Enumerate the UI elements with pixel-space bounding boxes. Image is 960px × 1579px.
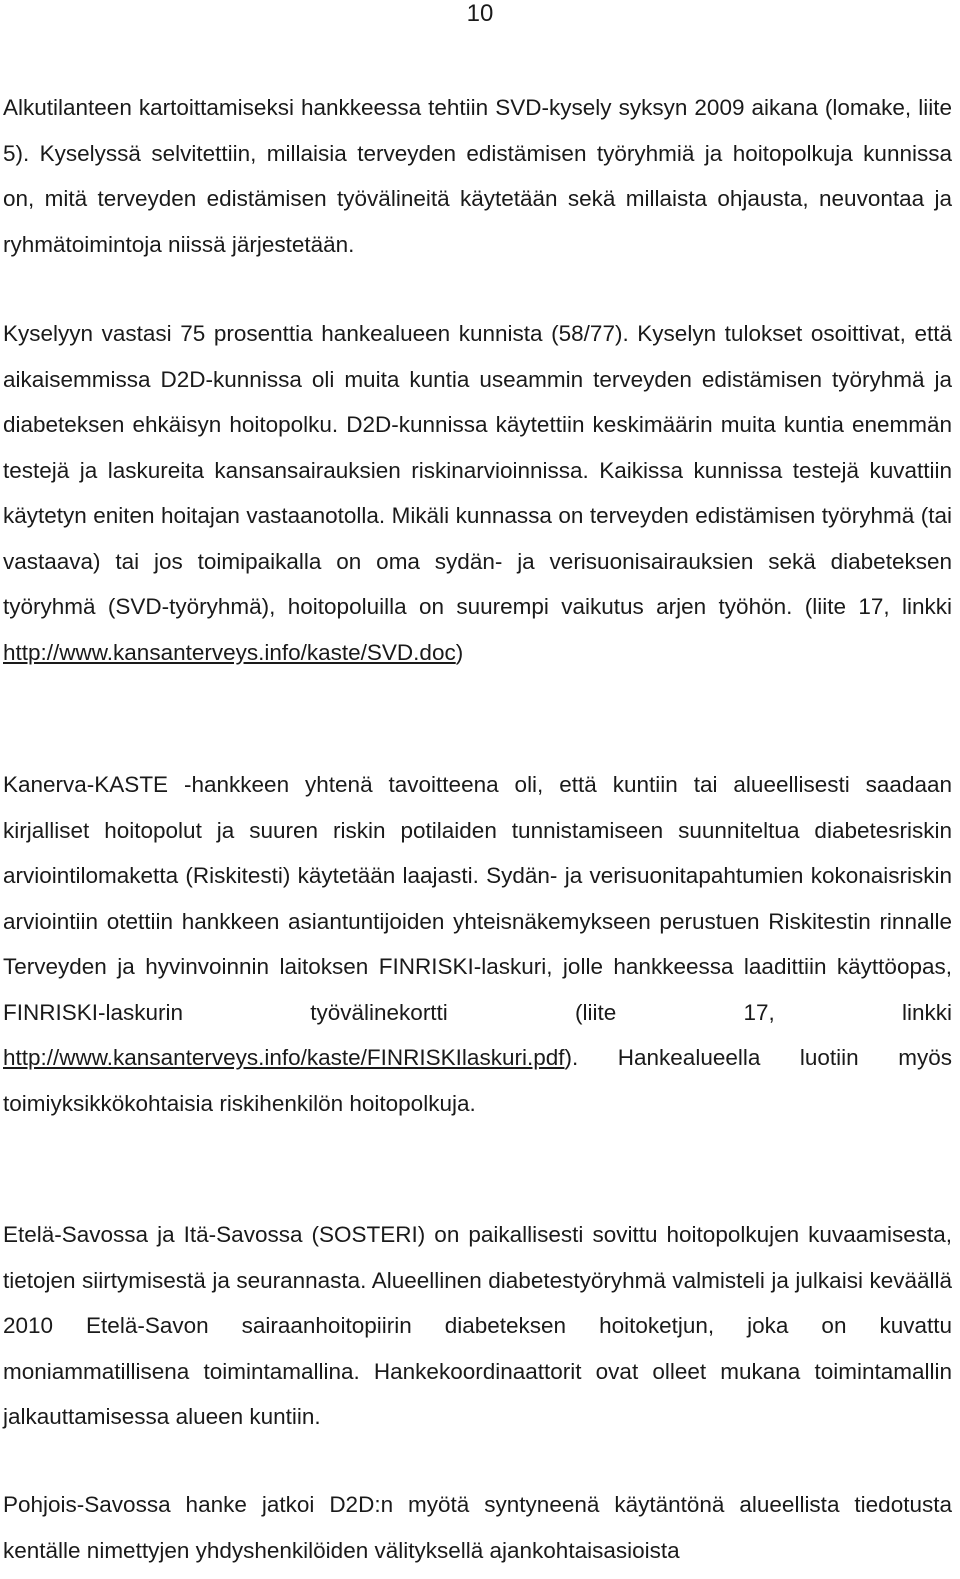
- paragraph-survey-intro: Alkutilanteen kartoittamiseksi hankkeessa tehtiin SVD-kysely syksyn 2009 aikana (lomake, liite 5). Kyselyssä selvitettiin, millaisia terveyden edistämisen työryhmiä ja hoitopolkuja kunnissa on, mitä terveyden edistämisen työvälineitä käytetään sekä millaista ohjausta, neuvontaa ja ryhmätoimintoja niissä järjestetään.: [3, 95, 952, 257]
- paragraph-text: ). Hankealueella luotiin myös toimiyksikkökohtaisia riskihenkilön hoitopolkuja.: [3, 1045, 952, 1116]
- paragraph-text: Kanerva-KASTE -hankkeen yhtenä tavoitteena oli, että kuntiin tai alueellisesti saadaan kirjalliset hoitopolut ja suuren riskin potilaiden tunnistamiseen suunniteltua diabetesriskin arviointilomaketta (Riskitesti) käytetään laajasti. Sydän- ja verisuonitapahtumien kokonaisriskin arviointiin otettiin hankkeen asiantuntijoiden yhteisnäkemykseen perustuen Riskitestin rinnalle Terveyden ja hyvinvoinnin laitoksen FINRISKI-laskuri, jolle hankkeessa laadittiin käyttöopas, FINRISKI-laskurin työvälinekortti (liite 17, linkki: [3, 772, 952, 1025]
- paragraph-etela-savo: Etelä-Savossa ja Itä-Savossa (SOSTERI) on paikallisesti sovittu hoitopolkujen kuvaamisesta, tietojen siirtymisestä ja seurannasta. Alueellinen diabetestyöryhmä valmisteli ja julkaisi keväällä 2010 Etelä-Savon sairaanhoitopiirin diabeteksen hoitoketjun, joka on kuvattu moniammatillisena toimintamallina. Hankekoordinaattorit ovat olleet mukana toimintamallin jalkauttamisessa alueen kuntiin.: [3, 1222, 952, 1429]
- svd-doc-link[interactable]: http://www.kansanterveys.info/kaste/SVD.doc: [3, 639, 456, 665]
- paragraph-pohjois-savo: Pohjois-Savossa hanke jatkoi D2D:n myötä syntyneenä käytäntönä alueellista tiedotusta kentälle nimettyjen yhdyshenkilöiden välityksellä ajankohtaisasioista: [3, 1492, 952, 1563]
- paragraph-text: Kyselyyn vastasi 75 prosenttia hankealueen kunnista (58/77). Kyselyn tulokset osoittivat, että aikaisemmissa D2D-kunnissa oli muita kuntia useammin terveyden edistämisen työryhmä ja diabeteksen ehkäisyn hoitopolku. D2D-kunnissa käytettiin keskimäärin muita kuntia enemmän testejä ja laskureita kansansairauksien riskinarvioinnissa. Kaikissa kunnissa testejä kuvattiin käytetyn eniten hoitajan vastaanotolla. Mikäli kunnassa on terveyden edistämisen työryhmä (tai vastaava) tai jos toimipaikalla on oma sydän- ja verisuonisairauksien sekä diabeteksen työryhmä (SVD-työryhmä), hoitopoluilla on suurempi vaikutus arjen työhön. (liite 17, linkki: [3, 321, 952, 619]
- paragraph-kaste-goals: [3, 762, 952, 1126]
- paragraph-text: ): [455, 639, 464, 665]
- finriski-pdf-link[interactable]: http://www.kansanterveys.info/kaste/FINRISKIlaskuri.pdf: [3, 1045, 565, 1070]
- page-number: 10: [466, 0, 494, 27]
- paragraph-survey-results: [3, 311, 952, 675]
